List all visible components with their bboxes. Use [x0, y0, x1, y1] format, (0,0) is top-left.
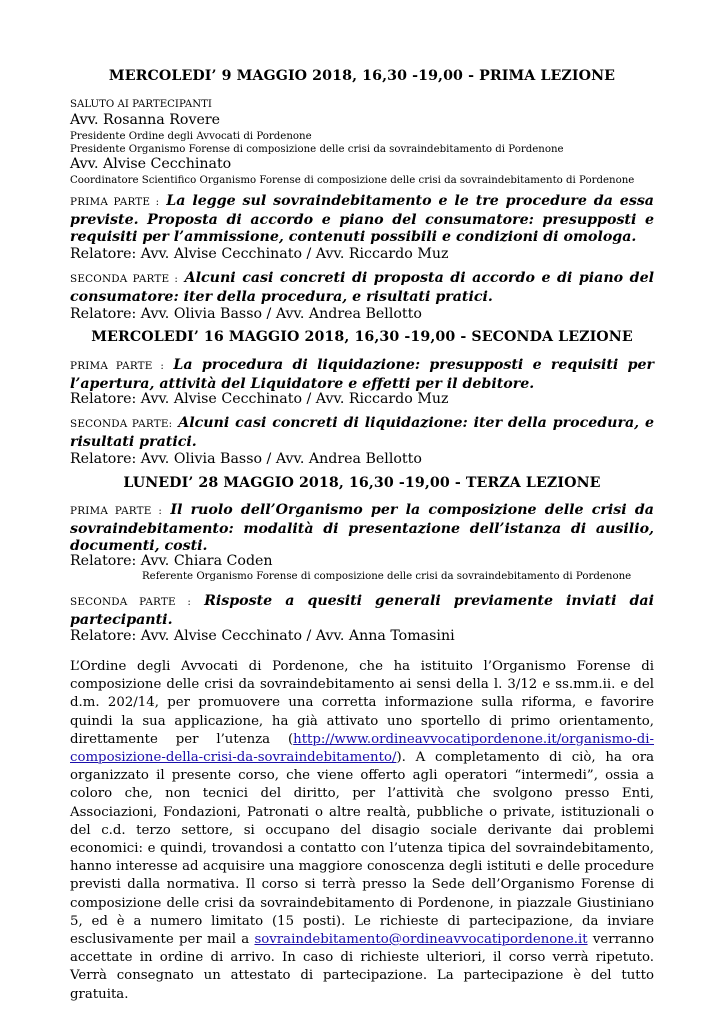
part-topic: Risposte a quesiti generali previamente inviati dai partecipanti.	[70, 593, 654, 628]
lesson-3-part-2	[70, 593, 654, 629]
lesson-2-part-2-relatore: Relatore: Avv. Olivia Basso / Avv. Andrea Bellotto	[70, 451, 422, 467]
speaker-1-name: Avv. Rosanna Rovere	[70, 112, 221, 128]
lesson-1-part-1	[70, 193, 654, 247]
part-label: PRIMA PARTE :	[70, 360, 165, 372]
part-label: SECONDA PARTE:	[70, 418, 173, 430]
speaker-2-role-1: Coordinatore Scientifico Organismo Forense di composizione delle crisi da sovraindebitamento di Pordenone	[70, 175, 635, 186]
lesson-3-part-1-relatore: Relatore: Avv. Chiara Coden	[70, 553, 273, 569]
lesson-3-part-2-relatore: Relatore: Avv. Alvise Cecchinato / Avv. Anna Tomasini	[70, 628, 455, 644]
speaker-2-name: Avv. Alvise Cecchinato	[70, 156, 232, 172]
lesson-2-part-1	[70, 357, 654, 393]
lesson-2-title: MERCOLEDI’ 16 MAGGIO 2018, 16,30 -19,00 - SECONDA LEZIONE	[91, 329, 633, 345]
lesson-3-title: LUNEDI’ 28 MAGGIO 2018, 16,30 -19,00 - TERZA LEZIONE	[123, 475, 601, 491]
lesson-3-part-1	[70, 502, 654, 556]
info-text-1: L’Ordine degli Avvocati di Pordenone, che ha istituito l’Organismo Forense di composizione delle crisi da sovraindebitamento ai sensi della l. 3/12 e ss.mm.ii. e del d.m. 202/14, per promuovere una corretta informazione sulla riforma, e favorire quindi la sua applicazione, ha già attivato uno sportello di primo orientamento, direttamente per l’utenza (	[70, 659, 654, 747]
part-topic: Alcuni casi concreti di liquidazione: iter della procedura, e risultati pratici.	[70, 415, 654, 450]
speaker-1-role-2: Presidente Organismo Forense di composizione delle crisi da sovraindebitamento di Pordenone	[70, 144, 564, 155]
part-topic: La procedura di liquidazione: presupposti e requisiti per l’apertura, attività del Liquidatore e effetti per il debitore.	[70, 357, 654, 392]
lesson-2-part-2	[70, 415, 654, 451]
part-label: SECONDA PARTE :	[70, 596, 192, 608]
info-email-link[interactable]: sovraindebitamento@ordineavvocatipordenone.it	[254, 932, 588, 948]
info-link[interactable]: http://www.ordineavvocatipordenone.it/organismo-di-composizione-della-crisi-da-sovraindebitamento/	[70, 731, 654, 766]
info-text-2: ). A completamento di ciò, ha ora organizzato il presente corso, che viene offerto agli operatori “intermedi”, ossia a coloro che, non tecnici del diritto, per l’attività che svolgono presso Enti, Associazioni, Fondazioni, Patronati o altre realtà, pubbliche o private, istituzionali o del c.d. terzo settore, si occupano del disagio sociale derivante dai problemi economici: e quindi, trovandosi a contatto con l’utenza tipica del sovraindebitamento, hanno interesse ad acquisire una maggiore conoscenza degli istituti e delle procedure previsti dalla normativa. Il corso si terrà presso la Sede dell’Organismo Forense di composizione delle crisi da sovraindebitamento di Pordenone, in piazzale Giustiniano 5, ed è a numero limitato (15 posti). Le richieste di partecipazione, da inviare esclusivamente per mail a	[70, 750, 654, 948]
part-label: PRIMA PARTE :	[70, 196, 160, 208]
lesson-1-part-1-relatore: Relatore: Avv. Alvise Cecchinato / Avv. Riccardo Muz	[70, 246, 449, 262]
lesson-3-part-1-relatore-role: Referente Organismo Forense di composizione delle crisi da sovraindebitamento di Pordenone	[142, 571, 632, 582]
part-topic: La legge sul sovraindebitamento e le tre procedure da essa previste. Proposta di accordo e piano del consumatore: presupposti e requisiti per l’ammissione, contenuti possibili e condizioni di omologa.	[70, 193, 654, 245]
part-topic: Alcuni casi concreti di proposta di accordo e di piano del consumatore: iter della procedura, e risultati pratici.	[70, 270, 654, 305]
greeting: SALUTO AI PARTECIPANTI	[70, 99, 212, 110]
lesson-2-part-1-relatore: Relatore: Avv. Alvise Cecchinato / Avv. Riccardo Muz	[70, 391, 449, 407]
part-label: SECONDA PARTE :	[70, 273, 179, 285]
lesson-1-part-2-relatore: Relatore: Avv. Olivia Basso / Avv. Andrea Bellotto	[70, 306, 422, 322]
lesson-1-part-2	[70, 270, 654, 306]
info-text-3: verranno accettate in ordine di arrivo. In caso di richieste ulteriori, il corso verrà ripetuto. Verrà consegnato un attestato di partecipazione. La partecipazione è del tutto gratuita.	[70, 932, 654, 1002]
info-paragraph	[70, 658, 654, 1004]
part-topic: Il ruolo dell’Organismo per la composizione delle crisi da sovraindebitamento: modalità di presentazione dell’istanza di ausilio, documenti, costi.	[70, 502, 654, 554]
speaker-1-role-1: Presidente Ordine degli Avvocati di Pordenone	[70, 131, 312, 142]
part-label: PRIMA PARTE :	[70, 505, 163, 517]
lesson-1-title: MERCOLEDI’ 9 MAGGIO 2018, 16,30 -19,00 - PRIMA LEZIONE	[108, 68, 616, 84]
